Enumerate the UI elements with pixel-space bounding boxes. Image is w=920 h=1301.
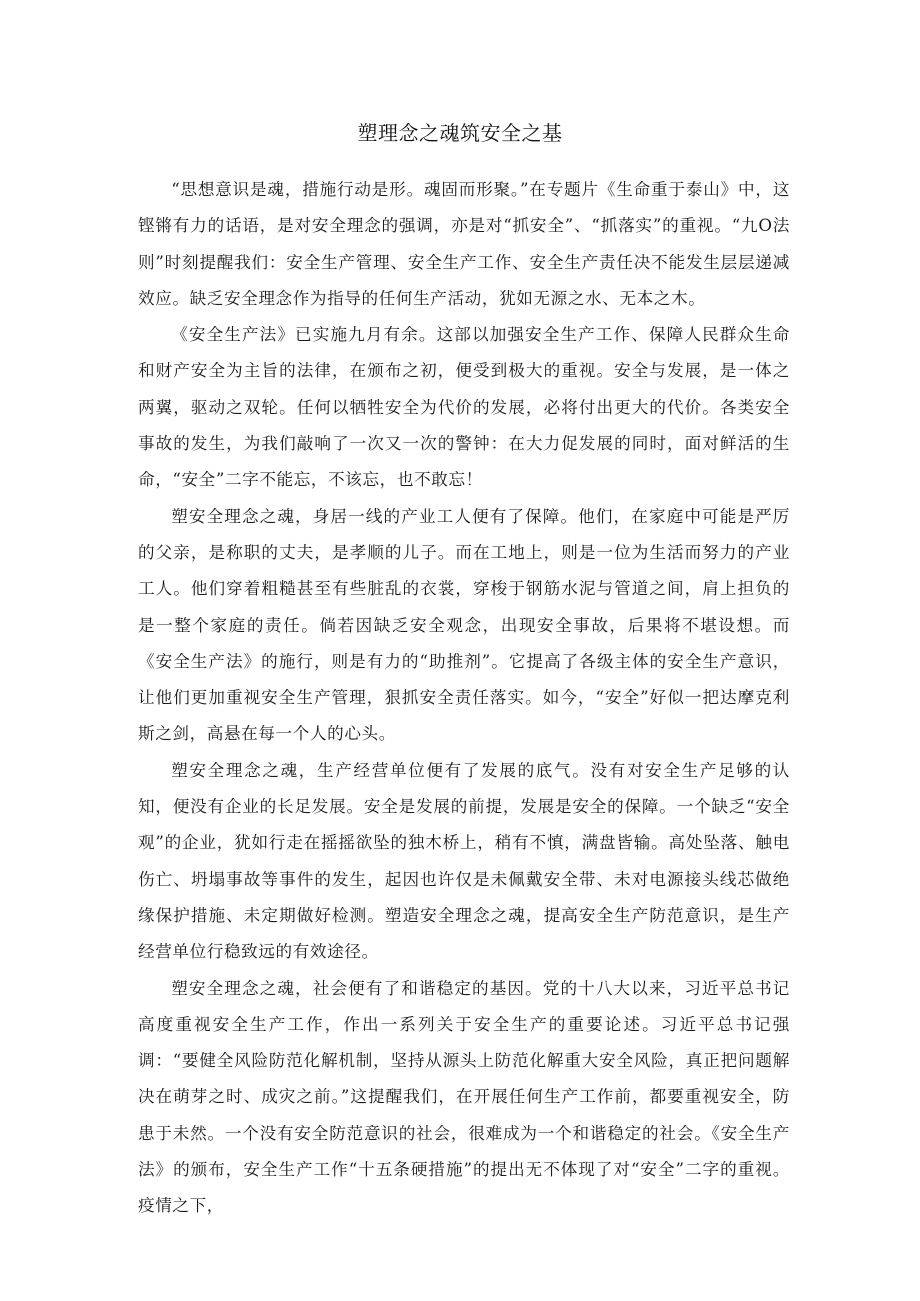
paragraph-1: “思想意识是魂，措施行动是形。魂固而形聚。”在专题片《生命重于泰山》中，这铿锵有力的话语，是对安全理念的强调，亦是对“抓安全”、“抓落实”的重视。“九O法则”时刻提醒我们：安全生产管理、安全生产工作、安全生产责任决不能发生层层递减效应。缺乏安全理念作为指导的任何生产活动，犹如无源之水、无本之木。 [138, 180, 790, 308]
document-title: 塑理念之魂筑安全之基 [357, 121, 563, 145]
paragraph-2: 《安全生产法》已实施九月有余。这部以加强安全生产工作、保障人民群众生命和财产安全为主旨的法律，在颁布之初，便受到极大的重视。安全与发展，是一体之两翼，驱动之双轮。任何以牺牲安全为代价的发展，必将付出更大的代价。各类安全事故的发生，为我们敲响了一次又一次的警钟：在大力促发展的同时，面对鲜活的生命，“安全”二字不能忘，不该忘，也不敢忘！ [138, 325, 790, 490]
paragraph-4: 塑安全理念之魂，生产经营单位便有了发展的底气。没有对安全生产足够的认知，便没有企业的长足发展。安全是发展的前提，发展是安全的保障。一个缺乏“安全观”的企业，犹如行走在摇摇欲坠的独木桥上，稍有不慎，满盘皆输。高处坠落、触电伤亡、坍塌事故等事件的发生，起因也许仅是未佩戴安全带、未对电源接头线芯做绝缘保护措施、未定期做好检测。塑造安全理念之魂，提高安全生产防范意识，是生产经营单位行稳致远的有效途径。 [138, 760, 790, 962]
paragraph-3: 塑安全理念之魂，身居一线的产业工人便有了保障。他们，在家庭中可能是严厉的父亲，是称职的丈夫，是孝顺的儿子。而在工地上，则是一位为生活而努力的产业工人。他们穿着粗糙甚至有些脏乱的衣裳，穿梭于钢筋水泥与管道之间，肩上担负的是一整个家庭的责任。倘若因缺乏安全观念，出现安全事故，后果将不堪设想。而《安全生产法》的施行，则是有力的“助推剂”。它提高了各级主体的安全生产意识，让他们更加重视安全生产管理，狠抓安全责任落实。如今，“安全”好似一把达摩克利斯之剑，高悬在每一个人的心头。 [138, 506, 790, 744]
document-body [138, 172, 790, 1225]
paragraph-5: 塑安全理念之魂，社会便有了和谐稳定的基因。党的十八大以来，习近平总书记高度重视安全生产工作，作出一系列关于安全生产的重要论述。习近平总书记强调：“要健全风险防范化解机制，坚持从源头上防范化解重大安全风险，真正把问题解决在萌芽之时、成灾之前。”这提醒我们，在开展任何生产工作前，都要重视安全，防患于未然。一个没有安全防范意识的社会，很难成为一个和谐稳定的社会。《安全生产法》的颁布，安全生产工作“十五条硬措施”的提出无不体现了对“安全”二字的重视。疫情之下， [138, 978, 790, 1216]
